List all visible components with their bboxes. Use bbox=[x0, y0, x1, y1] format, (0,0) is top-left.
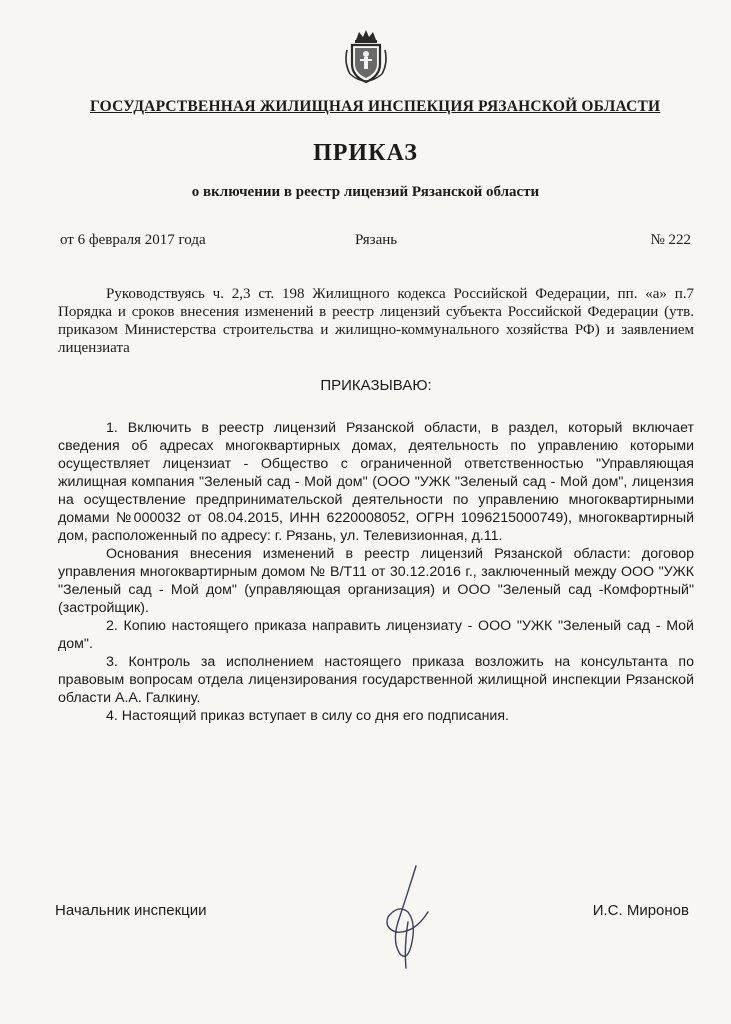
handwritten-signature bbox=[378, 862, 440, 972]
document-title: ПРИКАЗ bbox=[313, 140, 418, 166]
organization-name: ГОСУДАРСТВЕННАЯ ЖИЛИЩНАЯ ИНСПЕКЦИЯ РЯЗАНСКОЙ ОБЛАСТИ bbox=[90, 98, 661, 115]
preamble-paragraph: Руководствуясь ч. 2,3 ст. 198 Жилищного кодекса Российской Федерации, пп. «а» п.7 Порядка и сроков внесения изменений в реестр лицензий субъекта Российской Федерации (утв. приказом Министерства строительства и жилищно-коммунального хозяйства РФ) и заявлением лицензиата bbox=[58, 286, 694, 356]
order-number: № 222 bbox=[650, 232, 691, 248]
order-basis: Основания внесения изменений в реестр лицензий Рязанской области: договор управления многоквартирным домом № В/Т11 от 30.12.2016 г., заключенный между ООО "УЖК "Зеленый сад - Мой дом" (управляющая организация) и ООО "Зеленый сад -Комфортный" (застройщик). bbox=[58, 546, 694, 616]
order-item-3: 3. Контроль за исполнением настоящего приказа возложить на консультанта по правовым вопросам отдела лицензирования государственной жилищной инспекции Рязанской области А.А. Галкину. bbox=[58, 654, 694, 706]
order-item-1: 1. Включить в реестр лицензий Рязанской области, в раздел, который включает сведения об адресах многоквартирных домах, деятельность по управлению которыми осуществляет лицензиат - Общество с ограниченной ответственностью "Управляющая жилищная компания "Зеленый сад - Мой дом" (ООО "УЖК "Зеленый сад - Мой дом", лицензия на осуществление предпринимательской деятельности по управлению многоквартирными домами №000032 от 08.04.2015, ИНН 6220008052, ОГРН 1096215000749), многоквартирный дом, расположенный по адресу: г. Рязань, ул. Телевизионная, д.11. bbox=[58, 420, 694, 544]
order-item-2: 2. Копию настоящего приказа направить лицензиату - ООО "УЖК "Зеленый сад - Мой дом". bbox=[58, 618, 694, 652]
order-date: от 6 февраля 2017 года bbox=[60, 232, 206, 248]
coat-of-arms-icon bbox=[341, 28, 391, 86]
document-subtitle: о включении в реестр лицензий Рязанской области bbox=[191, 184, 540, 200]
signatory-position: Начальник инспекции bbox=[55, 902, 207, 919]
signatory-name: И.С. Миронов bbox=[592, 902, 689, 919]
order-word: ПРИКАЗЫВАЮ: bbox=[320, 377, 432, 394]
document-body bbox=[58, 285, 694, 725]
order-item-4: 4. Настоящий приказ вступает в силу со дня его подписания. bbox=[106, 708, 509, 724]
order-city: Рязань bbox=[355, 232, 398, 248]
